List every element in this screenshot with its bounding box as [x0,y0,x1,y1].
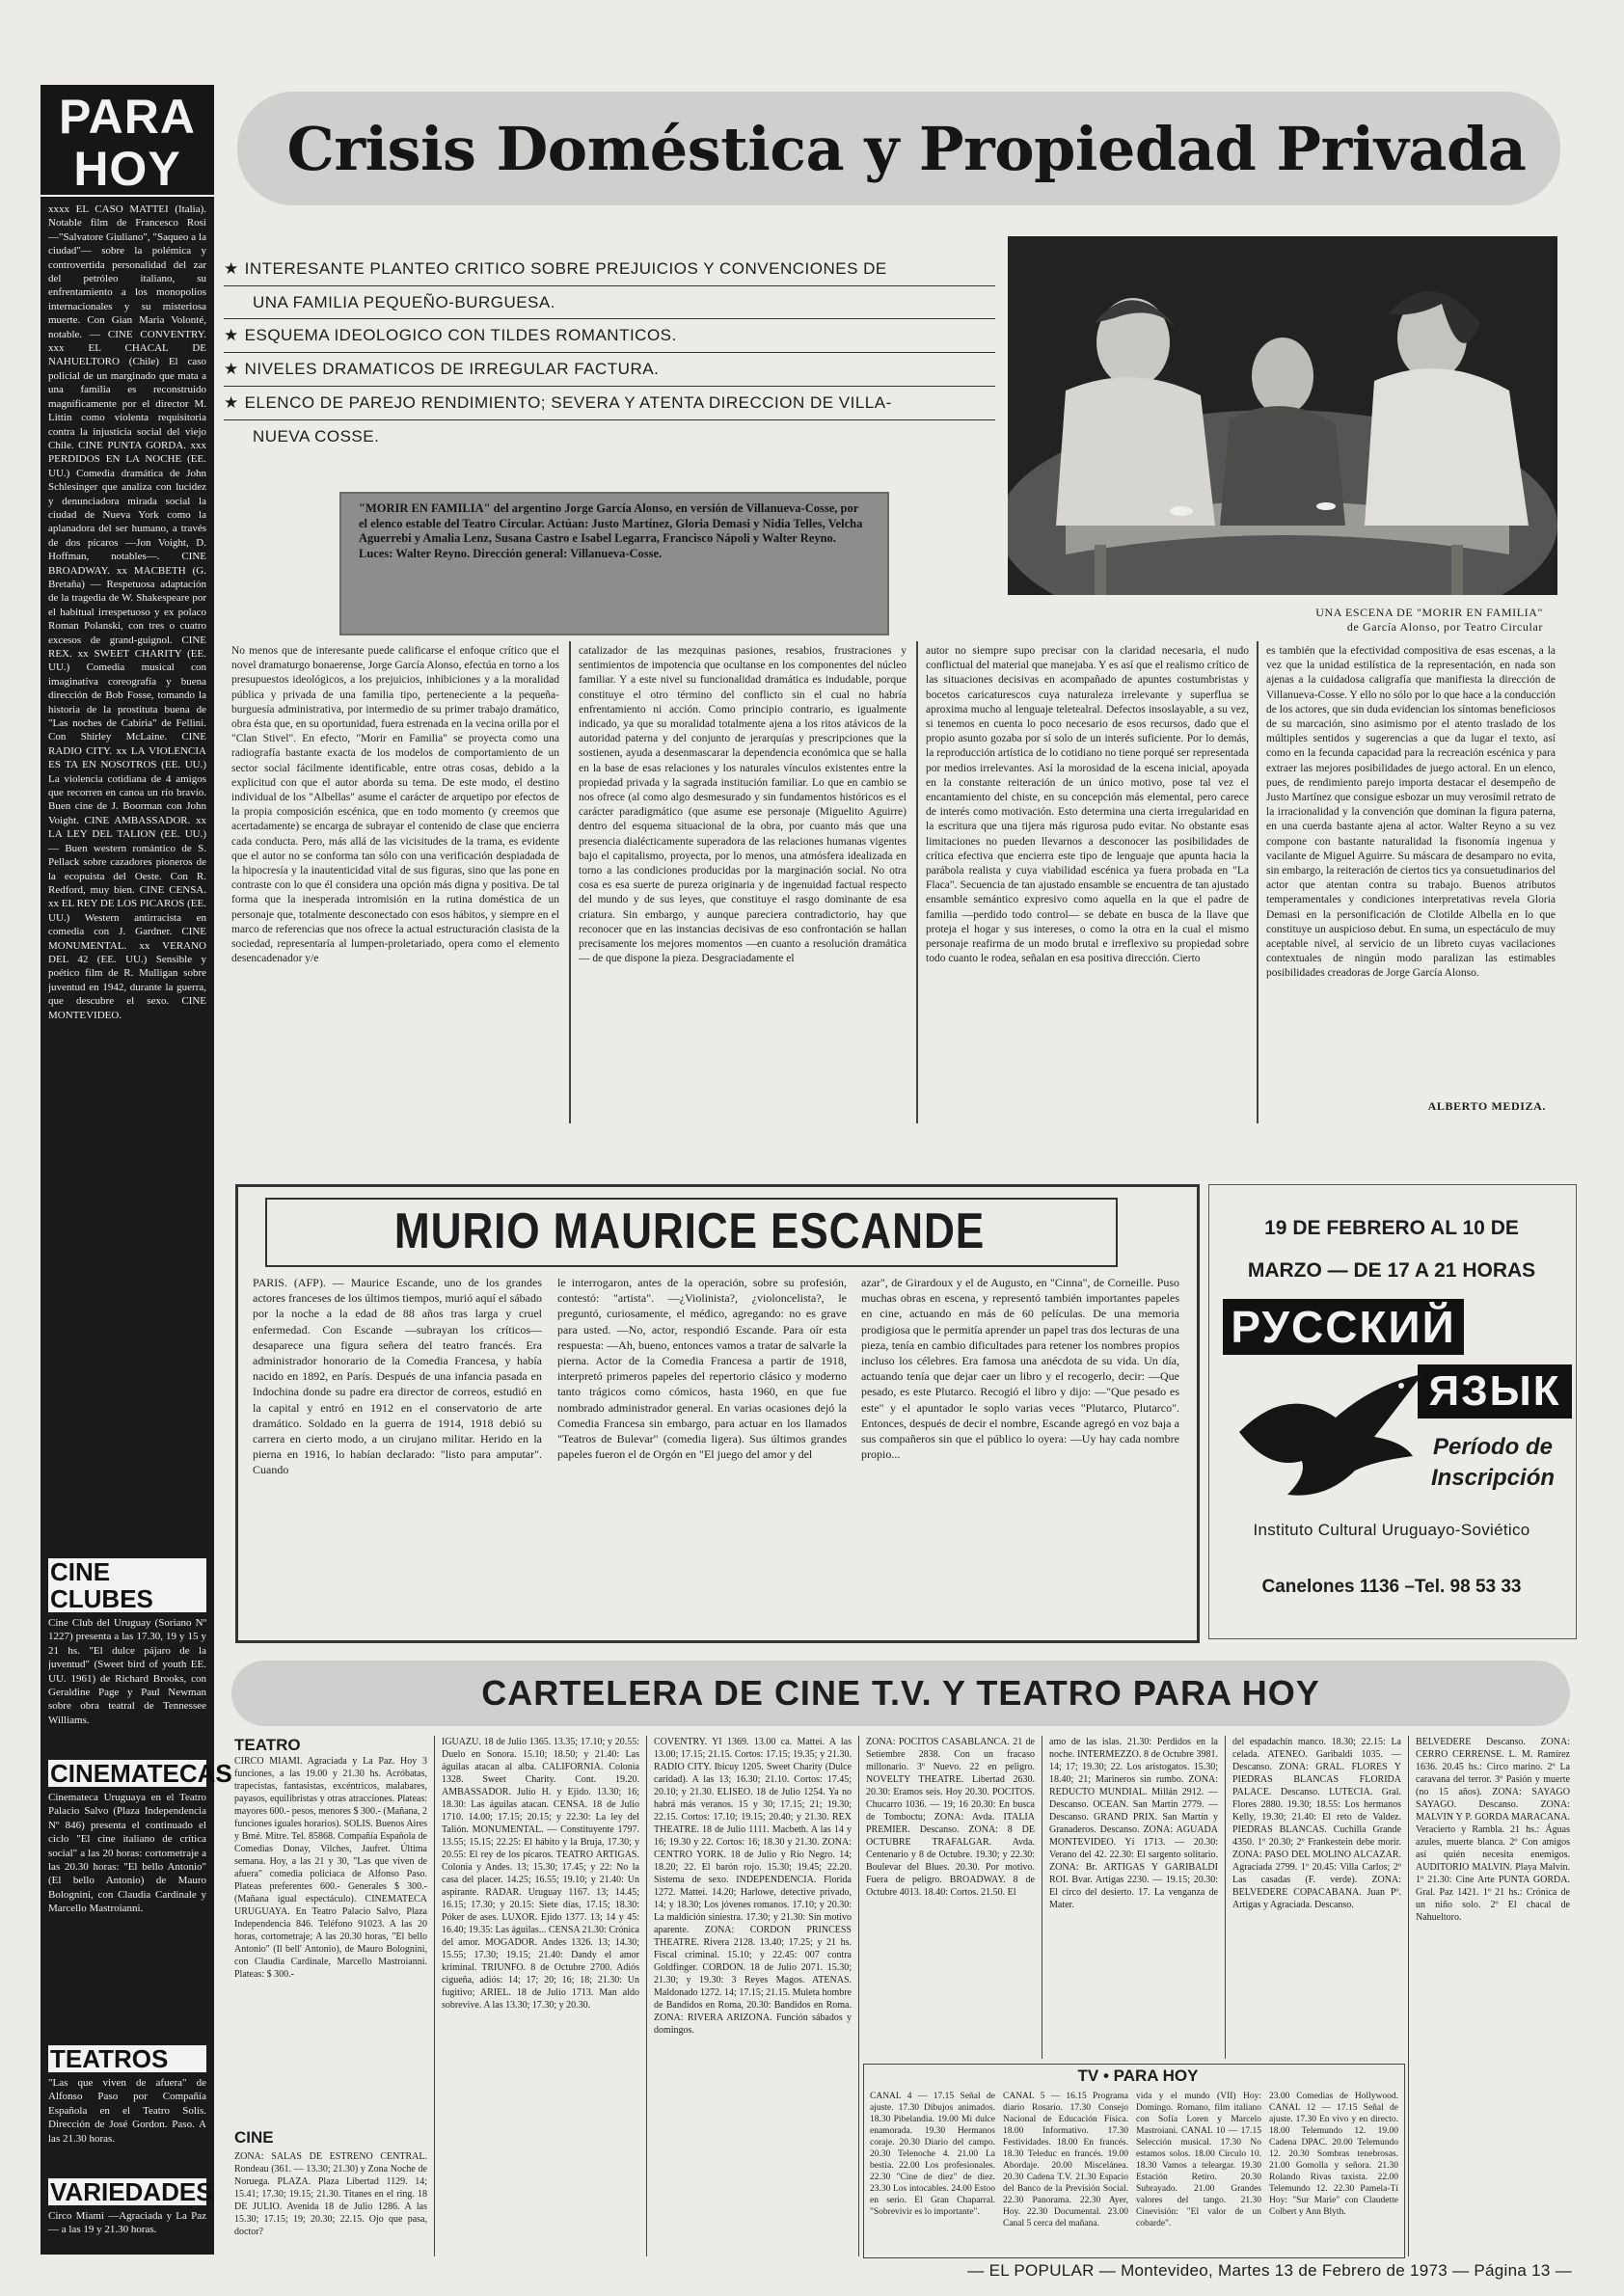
column-rule [434,1736,435,2256]
cine-heading: CINE [234,2128,274,2147]
bullet-row: NUEVA COSSE. [253,427,380,446]
dove-icon [1230,1364,1432,1509]
ad-dates [1223,1207,1560,1292]
sidebar-cinematecas-heading: CINEMATECAS [50,1759,232,1788]
sidebar-variedades-heading: VARIEDADES [50,2177,213,2206]
ad-dates-line1: 19 DE FEBRERO AL 10 DE [1264,1217,1519,1239]
escande-headline: MURIO MAURICE ESCANDE [393,1203,986,1259]
article-column-1: No menos que de interesante puede calificarse el enfoque crítico que el novel dramaturgo bonaerense, Jorge García Alonso, efectúa en torno a los presupuestos ideológicos, a los prejuicios, inhibiciones y a la moralidad pública y privada de una familia tipo, perteneciente a la pequeña-burguesía administrativa, por intermedio de su primer trabajo dramático, obra ésta que, en su oportunidad, fuera estrenada en la vecina orilla por el "Clan Stivel". En efecto, "Morir en Familia" se proyecta como una radiografía bastante exacta de los modelos de comportamiento de un sector social fácilmente identificable, entre otras cosas, debido a la explicitud con que el autor aborda su tema. De este modo, el destino individual de los "Albellas" asume el carácter de arquetipo por efectos de la propia composición escénica, que en todo momento (y creemos que acertadamente) se encarga de subrayar el contenido de clase que encierra cada conducta. Pero, más allá de las vicisitudes de la trama, es evidente que el autor no se conforma tan sólo con una verificación despiadada de la hipocresía y la inautenticidad vital de sus figuras, sino que las pone en contraste con lo que él considera una opción más digna y positiva. De tal forma que la inesperada intromisión en la rutina doméstica de un personaje que, totalmente desconectado con esos hábitos, y siempre en el marco de referencias que nos ofrece la actual estructuración clasista de la sociedad, representaría al lumpen-proletariado, opera como el elemento desencadenador y/e [231,645,559,965]
ad-period-line2: Inscripción [1430,1465,1556,1491]
credits-text: "MORIR EN FAMILIA" del argentino Jorge García Alonso, en versión de Villanueva-Cosse, por el elenco estable del Teatro Circular. Actúan: Justo Martínez, Gloria Demasi y Nidia Telles, Velcha Aguerrebi y Amalia Lenz, Susana Castro e Isabel Legarra, Francisco Nápoli y Walter Reyno. Luces: Walter Reyno. Dirección general: Villanueva-Cosse. [359,501,863,560]
column-rule [916,641,918,1123]
article-signature: ALBERTO MEDIZA. [1427,1099,1546,1113]
tv-heading: TV • PARA HOY [1077,2066,1199,2085]
cartelera-column-4: ZONA: POCITOS CASABLANCA. 21 de Setiembre 2838. Con un fracaso millonario. 3º Nuevo. 22 en peligro. NOVELTY THEATRE. Libertad 2630. 20.30: Eramos seis. Hoy 20.30. POCITOS. Chucarro 1036. — 19; 16 20.30: En busca de Tomboctu; ZONA: Avda. ITALIA PREMIER. Descanso. ZONA: 8 DE OCTUBRE TRAFALGAR. Avda. Centenario y 8 de Octubre. 19.30; y 22.30: Boulevar del Blues. 20.30. Por motivo. Fuera de peligro. BROADWAY. 8 de Octubre 4013. 18.40: Cortos. 21.50. El [866,1737,1035,1898]
cartelera-column-2: IGUAZU. 18 de Julio 1365. 13.35; 17.10; y 20.55: Duelo en Sonora. 15.10; 18.50; y 21.40: Las águilas atacan al alba. CALIFORNIA. Colonia 1328. Sweet Charity. Cont. 19.20. AMBASSADOR. Julio H. y Ejido. 13.30; 16; 18.30: Las águilas atacan. CENSA. 18 de Julio 1710. 14.00; 17.15; 20.15; y 22.30: La ley del Talión. MONUMENTAL. — Constituyente 1797. 13.55; 15.15; 22.25: El hábito y la Bruja, 17.30; y 20.55: El rey de los pícaros. TEATRO ARTIGAS. Colonia y Andes. 13; 15.30; 17.45; y 22: No la casa del placer. 14.25; 16.55; 19.10; y 21.40: Un aspirante. RADAR. Uruguay 1167. 13; 14.45; 16.15; 17.30; y 20.15: Siete días, 17.15; 18.30: Póker de ases. LUXOR. Ejido 1377. 13; 14 y 45: 16.40; 19.35: Las águilas... CENSA 21.30: Crónica del amor. MOGADOR. Andes 1326. 13; 14.30; 15.55; 17.30; 19.15; 21.40: Dandy el amor kriminal. TRIUNFO. 8 de Octubre 2700. Adiós cigueña, adiós: 14; 17; 20; 16; 18; 21.30: Un fugitivo; ARIEL. 18 de Julio 1713. Man aldo sobrevive. A las 13.30; 17.30; y 20.30. [442,1737,639,2011]
article-column-3: autor no siempre supo precisar con la claridad necesaria, el nudo conflictual del material que manejaba. Y es así que el realismo crítico de las situaciones decisivas en acompañado de apuntes costumbristas y bocetos caricaturescos cuya naturaleza irrelevante y superflua se aproxima mucho al lenguaje teletealral. Defectos insoslayable, a su vez, si tenemos en cuenta lo poco necesario de esos recursos, dado que el propio asunto gozaba por sí solo de un interés suficiente. Por lo demás, la reproducción artística de lo cotidiano no tiene porqué ser representada por medios irrelevantes. Así la morosidad de la escena inicial, apoyada en la constante reiteración de un único motivo, pose tal vez el encantamiento del chiste, en su concepción más elemental, pero carece de interés como motivación. Esto determina una cierta irregularidad en la escritura que una tijera más rigurosa pudo evitar. No obstante esas limitaciones no pueden llevarnos a desconocer las posibilidades de crítica efectiva que encierra este tipo de lenguaje que apunta hacia la parábola realista y cuya viabilidad escénica ya fuera probada en "La Flaca". Secuencia de tan ajustado ensamble se encuentra de tan ajustado ensamble semántico expresivo como aquella en la que el padre de familia —perdido todo control— se debate en busca de la llave que proteja el hogar y sus intereses, o como la otra en la cual el mismo personaje reafirma de un modo brutal e irreflexivo su propiedad sobre todo cuanto le rodea, señalan en esa positiva dirección. Cierto [926,645,1249,965]
sidebar-cineclubes-text: Cine Club del Uruguay (Soriano Nº 1227) presenta a las 17.30, 19 y 15 y 21 hs. "El dulce pájaro de la juventud" (Sweet bird of youth EE. UU. 1961) de Richard Brooks, con Geraldine Page y Paul Newman sobre obra teatral de Tennessee Williams. [48,1617,206,1726]
bullet-row: ★ INTERESANTE PLANTEO CRITICO SOBRE PREJUICIOS Y CONVENCIONES DE [224,253,995,286]
summary-bullets [224,253,995,452]
article-column-2: catalizador de las mezquinas pasiones, resabios, frustraciones y sentimientos de impotencia que ocultanse en los componentes del núcleo familiar. Y a este nivel su funcionalidad dramática es indudable, porque constituye el otro término del conflicto sin el cual no habría enfrentamiento ni acción. Como principio contrario, es igualmente indicado, ya que su moralidad totalmente ajena a los ritos atávicos de la autoridad paterna y del conjunto de jerarquías y prescripciones que la sostienen, ayuda a desenmascarar la dependencia económica que se halla en la base de esas relaciones y los naturales vínculos existentes entre la propiedad privada y la sagrada institución familiar. Lo que en cambio se nos ofrece (al como algo desmesurado y sin fundamentos históricos es el carácter paradigmático (que asume ese personaje (Miguelito Aguirre) dentro del esquema situacional de la obra, por cuanto más que una presencia dialécticamente superadora de las relaciones humanas vigentes bajo el capitalismo, proyecta, por lo menos, una atmósfera idealizada en torno a las condiciones producidas por la marginación social. No otra cosa es esa suerte de pureza originaria y de ingenuidad factual respecto del mundo y de sus leyes, que constituye el rasgo dominante de esa criatura. Sin embargo, y aunque pareciera contradictorio, hay que reconocer que en las instancias decisivas de eso confrontación se hallan precisamente los mejores momentos —en cuanto a resolución dramática— de que dispone la pieza. Desgraciadamente el [579,645,907,965]
ad-russian-line2: ЯЗЫК [1418,1364,1572,1418]
column-rule [1225,1736,1226,2059]
star-icon: ★ [224,360,245,379]
escande-column-2: le interrogaron, antes de la operación, sobre su profesión, contestó: "artista". —¿Violinista?, ¿violoncelista?, le preguntó, curiosamente, el médico, agregando: no es grave para usted. —No, actor, respondió Escande. Para oír esta respuesta: —Ah, bueno, entonces vamos a tratar de salvarle la pierna. Actor de la Comedia Francesa a partir de 1918, interpretó primeros papeles del repertorio clásico y moderno tanto trágicos como cómicos, hasta 1960, en que fue nombrado administrador general. En varias ocasiones dejó la Comedia Francesa sin embargo, para actuar en los llamados "Teatros de Bulevar" (comedia ligera). Sus últimos grandes papeles fueron el de Orgón en "El juego del amor y del [557,1276,847,1462]
scene-photo-image [1008,236,1557,595]
sidebar-teatros-heading: TEATROS [48,2045,206,2072]
sidebar [41,85,232,2255]
cartelera-column-3: COVENTRY. YI 1369. 13.00 ca. Mattei. A las 13.00; 17.15; 21.15. Cortos: 17.15; 19.35; y 21.30. RADIO CITY. Ibicuy 1205. Sweet Charity (Dulce caridad). A las 13; 16.30; 21.10. Cortos: 17.45; 20.10; y 21.30. ELISEO. 18 de Julio 1254. Ya no habrá más veranos. 15 y 30; 17.15; 21; 19.30; 22.15. Cortos: 17.10; 19.15; 20.40; y 21.30. REX THEATRE. 18 de Julio 1111. Macbeth. A las 14 y 16; 19.30 y 22. Cortos: 16; 18.30 y 21.30. ZONA: CENTRO YORK. 18 de Julio y Río Negro. 14; 18.20; 22. El barón rojo. 15.30; 19.45; 22.20. Sistema de sexo. INDEPENDENCIA. Florida 1272. Mattei. 14.20; Harlowe, detective privado, 14; y 18.30; Los jóvenes romanos. 17.10; y 20.30: La maldición siniestra. 17.30; y 21.30: Sin motivo aparente. ZONA: CORDON PRINCESS THEATRE. Rivera 2128. 13.40; 17.25; y 21 hs. Fiscal criminal. 15.10; y 22.45: 007 contra Goldfinger. CORDON. 18 de Julio 2071. 15.30; 21.30; y 19.30: 3 Reyes Magos. ATENAS. Maldonado 1272. 14; 17.15; 21.15. Muleta hombre de Bandidos en Roma, 20.30: Bandidos en Roma. ZONA: RIVERA ARIZONA. Función sábados y domingos. [654,1737,852,2036]
column-rule [1257,641,1259,1123]
scene-photo [1008,236,1557,595]
bullet-row: ★ ELENCO DE PAREJO RENDIMIENTO; SEVERA Y ATENTA DIRECCION DE VILLA- [224,387,995,420]
sidebar-cineclubes-heading: CINE CLUBES [48,1558,206,1612]
star-icon: ★ [224,259,245,279]
teatro-heading: TEATRO [234,1736,301,1754]
bullet-row: ★ ESQUEMA IDEOLOGICO CON TILDES ROMANTICOS. [224,319,995,353]
sidebar-variedades-text: Circo Miami —Agraciada y La Paz— a las 19 y 21.30 horas. [48,2210,206,2236]
tv-column-3: vida y el mundo (VII) Hoy: Domingo. Romano, film italiano con Sofía Loren y Marcelo Mastroiani. CANAL 10 — 17.15 Selección musical. 17.30 No estamos solos. 18.00 Círculo 10. 18.30 Vamos a teleargar. 19.30 Estación Retiro. 20.30 Subrayado. 21.00 Grandes valores del tango. 21.30 Cinevisión: "El valor de un cobarde". [1136,2092,1261,2228]
bullet-row: ★ NIVELES DRAMATICOS DE IRREGULAR FACTURA. [224,353,995,387]
cartelera-column-7: BELVEDERE Descanso. ZONA: CERRO CERRENSE. L. M. Ramírez 1636. 20.45 hs.: Circo marino. 2º La caravana del terror. 3º Pasión y muerte (no 15 años). ZONA: SAYAGO SAYAGO. Descanso. ZONA: MALVIN Y P. GORDA MARACANA. Veracierto y Rambla. 21 hs.: Águas azules, muerte blanca. 2º Con amigos así quién necesita enemigos. AUDITORIO MALVIN. Playa Malvín. 1º 21.30: Cine Arte PUNTA GORDA. Gral. Paz 1421. 1º 21 hs.: Crónica de un niño solo. 2º El chacal de Nahueltoro. [1416,1737,1570,1923]
photo-caption-line1: UNA ESCENA DE "MORIR EN FAMILIA" [1315,606,1543,619]
tv-column-4: 23.00 Comedias de Hollywood. CANAL 12 — 17.15 Señal de ajuste. 17.30 En vivo y en directo. 18.00 Telemundo 12. 19.00 Cadena DPAC. 20.00 Telemundo 12. 20.30 Sombras tenebrosas. 21.00 Gomolla y señora. 21.30 Rolando Rivas taxista. 22.00 Telemundo 12. 22.30 Pamela-Tí Hoy: "Sur Marie" con Claudette Colbert y Ann Blyth. [1269,2092,1398,2217]
sidebar-header-line2: HOY [73,142,181,196]
escande-column-1: PARIS. (AFP). — Maurice Escande, uno de los grandes actores franceses de los últimos tiempos, murió aquí el sábado por la noche a la edad de 88 años tras larga y cruel enfermedad. Con Escande —subrayan los críticos— desaparece una figura señera del teatro francés. Era administrador honorario de la Comedia Francesa, y había nacido en 1892, en París. Después de una infancia pasada en Indochina donde su padre era director de correos, estudió en la capital y entró en 1912 en el conservatorio de arte dramático. Soldado en la guerra de 1914, 1918 debió su carrera en cierto modo, a un cirujano militar. Herido en la pierna en 1916, lo habían declarado: "listo para amputar". Cuando [253,1276,542,1477]
tv-column-1: CANAL 4 — 17.15 Señal de ajuste. 17.30 Dibujos animados. 18.30 Pibelandia. 19.00 Mi dulce enamorada. 19.30 Hermanos coraje. 20.30 Diario del campo. 20.30 Telenoche 4. 21.00 La bestia. 22.00 Los profesionales. 22.30 "Cine de diez" de diez. 23.30 Los intocables. 24.00 Estoo en serio. El Gran Chaparral. "Sobrevivir es lo importante". [870,2092,995,2217]
sidebar-header [41,85,214,197]
cartelera-headline: CARTELERA DE CINE T.V. Y TEATRO PARA HOY [481,1673,1320,1713]
column-rule [1408,1736,1409,2256]
sidebar-teatros-text: "Las que viven de afuera" de Alfonso Paso por Compañía Española en el Teatro Solís. Dirección de José Gordon. Paso. A las 21.30 horas. [48,2077,206,2145]
cartelera-column-1b: ZONA: SALAS DE ESTRENO CENTRAL. Rondeau (361. — 13.30; 21.30) y Zona Noche de Noruega. PLAZA. Plaza Libertad 1129. 14; 15.41; 17.30; 19.15; 21.30. Titanes en el ring. 18 DE JULIO. Avenida 18 de Julio 1286. A las 15.30; 17.15; 19; 20.30; 22.15. Ojo que pasa, doctor? [234,2151,427,2237]
bullet-row: UNA FAMILIA PEQUEÑO-BURGUESA. [224,286,995,319]
main-headline: Crisis Doméstica y Propiedad Privada [286,114,1527,184]
sidebar-header-line1: PARA [59,90,196,144]
cartelera-column-5: amo de las islas. 21.30: Perdidos en la noche. INTERMEZZO. 8 de Octubre 3981. 14; 17; 19.30; 22. Los aristogatos. 15.30; 18.40; 21; Marineros sin rumbo. ZONA: REDUCTO MUNDIAL. Millán 2912. — Descanso. OCEAN. San Martín 2779. — Descanso. GRAND PRIX. San Martín y Granaderos. Descanso. ZONA: AGUADA MONTEVIDEO. Yí 1713. — 20.30: Verano del 42. 22.30: El sargento solitario. ZONA: Br. ARTIGAS Y GARIBALDI ROI. Bvar. Artigas 2230. — 19.15; 20.30: El circo del desierto. 17. La venganza de Mater. [1049,1737,1218,1910]
page-footer: — EL POPULAR — Montevideo, Martes 13 de Febrero de 1973 — Página 13 — [967,2261,1572,2280]
cartelera-column-1: CIRCO MIAMI. Agraciada y La Paz. Hoy 3 funciones, a las 19.00 y 21.30 hs. Acróbatas, trapecistas, fantasistas, excéntricos, malabares, payasos, equilibristas y otras atracciones. Plateas: mayores 600.- pesos, menores $ 300.- (Mañana, 2 funciones iguales horarios). SOLIS. Buenos Aires y Bmé. Mitre. Tel. 85868. Compañía Española de Comedias Donay, Vilches, Jaufret. Última semana. Hoy, a las 21 y 30, "Las que viven de afuera" comedia policiaca de Alfonso Paso. Plateas preferentes 600.- Generales $ 300.- (Mañana igual espectáculo). CINEMATECA URUGUAYA. En Teatro Palacio Salvo, Plaza Independencia 846. Teléfono 91023. A las 20 horas, cortometraje; A las 20.30 horas, "El bello Antonio" (Il bell' Antonio), de Mauro Bolognini, con Claudia Cardinale, Marcello Mastroianni. Plateas: $ 300.- [234,1756,427,1980]
star-icon: ★ [224,393,245,413]
photo-caption [1008,606,1543,635]
star-icon: ★ [224,326,245,345]
cartelera-column-6: del espadachín manco. 18.30; 22.15: La celada. ATENEO. Garibaldi 1035. — Descanso. ZONA: GRAL. FLORES Y PIEDRAS BLANCAS FLORIDA PALACE. Descanso. LUTECIA. Gral. Flores 2880. 19.30; 18.55: Los hermanos Kelly, 19.30; 21.40: El reto de Valdez. PIEDRAS BLANCAS. Cuchilla Grande 4350. 1º 20.30; 2º Frankestein debe morir. ZONA: PASO DEL MOLINO ALCAZAR. Agraciada 2799. 1º 20.45: Villa Carlos; 2º Las casadas (F. verde). ZONA: BELVEDERE COPACABANA. Juan Pº. Artigas y Agraciada. Descanso. [1232,1737,1401,1910]
sidebar-cinematecas-text: Cinemateca Uruguaya en el Teatro Palacio Salvo (Plaza Independencia Nº 846) presenta el continuado el ciclo "El cine italiano de crítica social" a las 20 horas: cortometraje a las 20.30 horas: "El bello Antonio" (El bello Antonio) de Mauro Bolognini, con Claudia Cardinale y Marcello Mastroianni. [48,1792,206,1915]
photo-caption-line2: de García Alonso, por Teatro Circular [1346,620,1543,634]
ad-dates-line2: MARZO — DE 17 A 21 HORAS [1247,1259,1536,1282]
column-rule [858,1736,859,2256]
tv-column-2: CANAL 5 — 16.15 Programa diario Rosario. 17.30 Consejo Nacional de Educación Física. 18.00 Informativo. 17.30 Festividades. 18.00 En francés. 18.30 Teleduc en francés. 19.00 Abordaje. 20.00 Miscelánea. 20.30 Cadena T.V. 21.30 Espacio del Banco de la Previsión Social. 22.30 Panorama. 22.30 Ayer, Hoy. 22.30 Documental. 23.00 Canal 5 cerca del mañana. [1003,2092,1128,2228]
ad-address: Canelones 1136 –Tel. 98 53 33 [1261,1577,1522,1597]
article-column-4: es también que la efectividad compositiva de esas escenas, a la vez que la unidad estilística de la representación, en nada son ajenas a la cuidadosa caligrafía que manifiesta la dirección de Villanueva-Cosse. Y ello no sólo por lo que hace a la conducción de los actores, que sin duda evidencian los síntomas beneficiosos de su marcación, sino asimismo por el atento traslado de los múltiples sentidos y sugerencias a que da lugar el texto, así como en la fecunda capacidad para la recreación escénica y para extraer las mejores posibilidades de juego actoral. En un elenco, pues, de rendimiento parejo importa destacar el desempeño de Justo Martínez que consigue esbozar un muy verosímil retrato de la irracionalidad y la convención que dominan la figura paterna, en una cuerda bastante ajena al actor. Walter Reyno a su vez compone con bastante naturalidad la fisonomía ingenua y vacilante de Miguel Aguirre. Su máscara de desamparo no evita, sin embargo, la reiteración de ciertos tics ya consuetudinarios del actor que atentan contra su trabajo. Buenos atributos temperamentales y condiciones interpretativas revela Gloria Demasi en la personificación de Clotilde Albella en lo que constituye un auspicioso debut. En suma, un espectáculo de muy aceptable nivel, al servicio de un libreto cuyas vacilaciones contextuales de ningún modo paralizan las estimables posibilidades creadoras de Jorge García Alonso. [1266,645,1556,980]
escande-column-3: azar", de Girardoux y el de Augusto, en "Cinna", de Corneille. Puso muchas obras en escena, y representó también importantes papeles en cine, actuando en más de 60 películas. De una memoria prodigiosa que le permitía aprender un papel tras dos lecturas de una pieza, tenía en cambio dificultades para retener los nombres propios incluso los célebres. Era famosa una anécdota de su vida. Un día, actuando tenía que dejar caer un libro y el recogerlo, decir: —Que pesado, es este Plutarco. Recogió el libro y dijo: —"Que pesado es este" y el apuntador le soplo varias veces "Plutarco, Plutarco". Entonces, después de decir el nombre, Escande agregó en voz baja a sus compañeros sin que el público lo oyera: —Uy hay cada nombre propio... [861,1276,1179,1462]
sidebar-reviews: xxxx EL CASO MATTEI (Italia). Notable film de Francesco Rosi —"Salvatore Giuliano", "Saqueo a la ciudad"— sobre la polémica y controvertida personalidad del zar del petróleo italiano, su enfrentamiento a los monopolios internacionales y su misteriosa muerte. Con Gian Maria Volonté, notable. — CINE CONVENTRY. xxx EL CHACAL DE NAHUELTORO (Chile) El caso policial de un marginado que mata a una familia es reconstruido magníficamente por el director M. Littin como violenta requisitoria contra la injusticia social del viejo Chile. CINE PUNTA GORDA. xxx PERDIDOS EN LA NOCHE (EE. UU.) Comedia dramática de John Schlesinger que analiza con lucidez y denunciadora mirada social la ciudad de Nueva York como la aplanadora del ser humano, a través de dos pícaros —Jon Voight, D. Hoffman, notables—. CINE BROADWAY. xx MACBETH (G. Bretaña) — Respetuosa adaptación de la tragedia de W. Shakespeare por el habitual irrespetuoso y ex polaco Roman Polanski, con tres o cuatro excesos de grand-guignol. CINE REX. xx SWEET CHARITY (EE. UU.) Comedia musical con imaginativa coreografía y buena dirección de Bob Fosse, tomando la historia de la prostituta buena de "Las noches de Cabiria" de Fellini. Con Shirley McLaine. CINE RADIO CITY. xx LA VIOLENCIA ES TA EN NOSOTROS (EE. UU.) La violencia cotidiana de 4 amigos que recorren en canoa un río bravío. Buen cine de J. Boorman con John Voight. CINE AMBASSADOR. xx LA LEY DEL TALION (EE. UU.) — Buen western romántico de S. Pellack sobre cazadores pioneros de la ecopuista del Oeste. Con R. Redford, muy bien. CINE CENSA. xx EL REY DE LOS PICAROS (EE. UU.) Western antirracista en comedia con J. Gardner. CINE MONUMENTAL. xx VERANO DEL 42 (EE. UU.) Sensible y poético film de R. Mulligan sobre juventud en 1942, durante la guerra, que descubre el sexo. CINE MONTEVIDEO. [48,203,206,1021]
ad-period-line1: Período de [1432,1434,1554,1460]
ad-period [1416,1432,1570,1494]
column-rule [646,1736,647,2256]
column-rule [569,641,571,1123]
ad-russian-line1: РУССКИЙ [1223,1299,1464,1355]
ad-institute: Instituto Cultural Uruguayo-Soviético [1253,1521,1530,1539]
